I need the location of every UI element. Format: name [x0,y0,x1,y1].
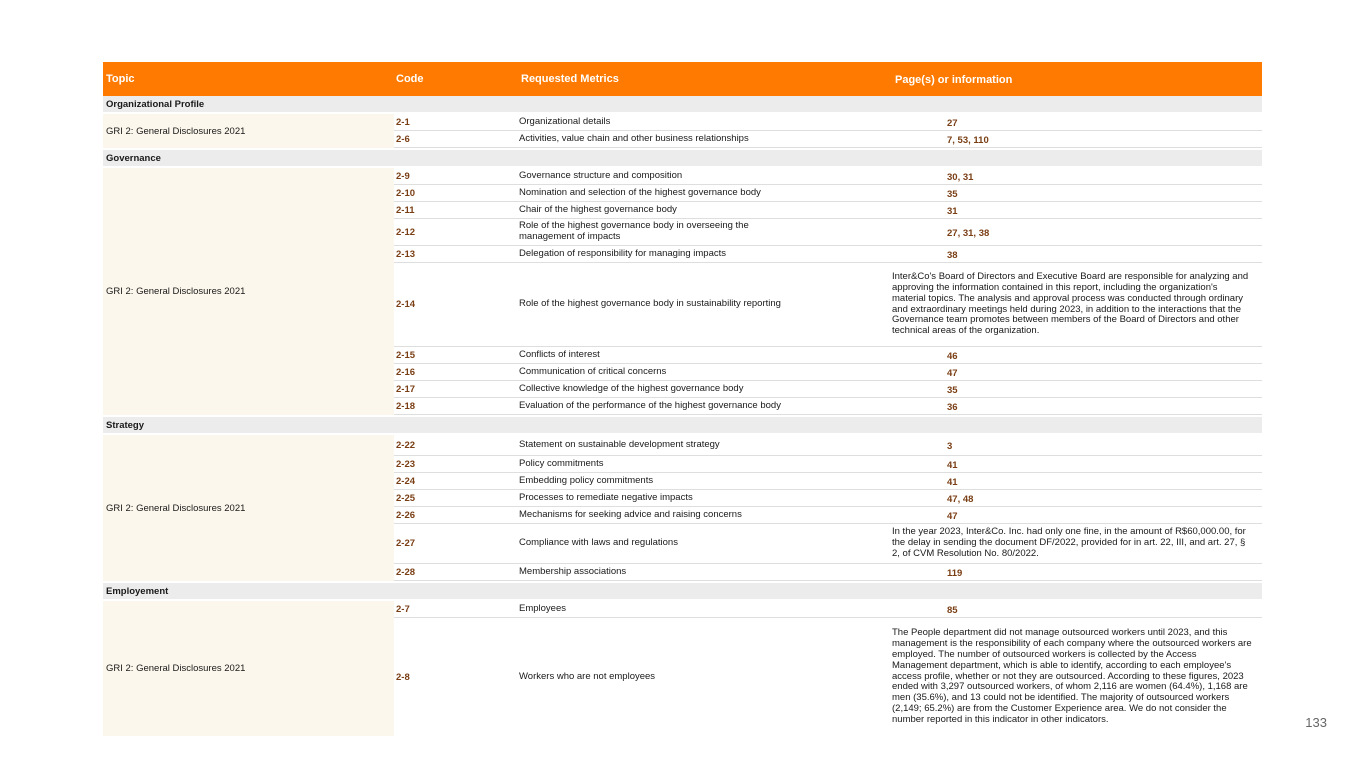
metric-cell: Employees [519,602,566,614]
table-row [394,347,1262,364]
info-cell: 47 [947,368,958,380]
info-cell: 41 [947,477,958,489]
header-topic: Topic [106,73,135,85]
info-cell: 30, 31 [947,172,974,184]
section-strategy: Strategy [103,417,1262,433]
metric-cell: Policy commitments [519,457,604,469]
table-row [394,202,1262,219]
code-cell: 2-15 [396,349,416,361]
code-cell: 2-17 [396,383,416,395]
metric-cell: Conflicts of interest [519,348,600,360]
topic-label: GRI 2: General Disclosures 2021 [106,663,246,674]
code-cell: 2-26 [396,509,416,521]
info-cell: 3 [947,441,953,453]
group-topic [103,168,394,415]
table-row [394,490,1262,507]
header-requested-metrics: Requested Metrics [521,73,619,85]
table-header [103,62,1262,96]
group-strategy [103,435,1262,581]
table-row [394,507,1262,524]
topic-label: GRI 2: General Disclosures 2021 [106,286,246,297]
code-cell: 2-23 [396,458,416,470]
code-cell: 2-28 [396,566,416,578]
info-cell: Inter&Co's Board of Directors and Executive Board are responsible for analyzing and approving the information contained in this report, including the organization's material topics. The analysis and approval process was conducted through ordinary and extraordinary meetings held during 2023, in addition to the interactions that the Governance team promotes between members of the Board of Directors and other technical areas of the organization. [892,270,1249,337]
code-cell: 2-25 [396,492,416,504]
page-number: 133 [1305,715,1327,730]
info-cell: 35 [947,385,958,397]
metric-cell: Membership associations [519,565,627,577]
info-cell: 31 [947,206,958,218]
code-cell: 2-18 [396,400,416,412]
info-cell: The People department did not manage outsourced workers until 2023, and this management is the responsibility of each company where the outsourced workers are employed. The number of outsourced workers is collected by the Access Management department, which is able to identify, according to each employee's access profile, whether or not they are outsourced. According to these figures, 2023 ended with 3,297 outsourced workers, of whom 2,116 are women (64.4%), 1,168 are men (35.6%), and 13 could not be identified. The majority of outsourced workers (2,149; 65.2%) are from the Customer Experience area. We do not consider the number reported in this indicator in other indicators. [892,626,1252,726]
info-cell: 35 [947,189,958,201]
metric-cell: Nomination and selection of the highest governance body [519,186,761,198]
code-cell: 2-27 [396,538,416,549]
group-topic [103,114,394,148]
info-cell: 85 [947,605,958,617]
code-cell: 2-13 [396,248,416,260]
code-cell: 2-14 [396,299,416,310]
header-code: Code [396,73,424,85]
table-row [394,564,1262,581]
metric-cell: Collective knowledge of the highest governance body [519,382,744,394]
table-row [394,185,1262,202]
group-organizational-profile [103,114,1262,148]
info-cell: 47 [947,511,958,523]
group-governance [103,168,1262,415]
info-cell: 46 [947,351,958,363]
code-cell: 2-24 [396,475,416,487]
code-cell: 2-10 [396,187,416,199]
metric-cell: Mechanisms for seeking advice and raising concerns [519,508,742,520]
table-row [394,219,1262,246]
metric-cell: Workers who are not employees [519,670,656,682]
metric-cell: Evaluation of the performance of the highest governance body [519,399,781,411]
table-row [394,381,1262,398]
metric-cell: Delegation of responsibility for managing impacts [519,247,726,259]
topic-label: GRI 2: General Disclosures 2021 [106,502,246,514]
code-cell: 2-6 [396,133,410,145]
code-cell: 2-22 [396,439,416,451]
table-row [394,456,1262,473]
info-cell: 36 [947,402,958,414]
table-row [394,114,1262,131]
table-row [394,524,1262,564]
group-employement [103,601,1262,736]
table-row [394,168,1262,185]
code-cell: 2-12 [396,226,416,238]
table-row [394,435,1262,456]
group-topic [103,435,394,581]
header-pages-info: Page(s) or information [895,74,1013,86]
info-cell: 27 [947,118,958,130]
table-row [394,131,1262,148]
info-cell: 119 [947,568,963,580]
metric-cell: Organizational details [519,115,611,127]
code-cell: 2-11 [396,204,415,216]
metric-cell: Communication of critical concerns [519,365,667,377]
info-cell: In the year 2023, Inter&Co. Inc. had only one fine, in the amount of R$60,000.00, for the delay in sending the document DF/2022, provided for in art. 22, III, and art. 27, § 2, of CVM Resolution No. 80/2022. [892,526,1246,559]
info-cell: 38 [947,250,958,262]
code-cell: 2-9 [396,170,410,182]
metric-cell: Activities, value chain and other business relationships [519,132,749,144]
table-row [394,473,1262,490]
table-row [394,398,1262,415]
metric-cell: Processes to remediate negative impacts [519,491,693,503]
code-cell: 2-16 [396,366,416,378]
table-row [394,246,1262,263]
section-employement: Employement [103,583,1262,599]
section-organizational-profile: Organizational Profile [103,96,1262,112]
metric-cell: Role of the highest governance body in sustainability reporting [519,298,781,310]
table-row [394,364,1262,381]
topic-label: GRI 2: General Disclosures 2021 [106,125,246,137]
info-cell: 27, 31, 38 [947,228,990,240]
table-row [394,601,1262,618]
code-cell: 2-8 [396,671,410,683]
info-cell: 47, 48 [947,494,974,506]
metric-cell: Role of the highest governance body in overseeing the management of impacts [519,220,749,242]
metric-cell: Chair of the highest governance body [519,203,677,215]
metric-cell: Embedding policy commitments [519,474,654,486]
section-governance: Governance [103,150,1262,166]
info-cell: 7, 53, 110 [947,135,989,147]
table-row [394,263,1262,347]
metric-cell: Compliance with laws and regulations [519,537,678,549]
metric-cell: Statement on sustainable development strategy [519,438,720,450]
code-cell: 2-7 [396,603,410,615]
gri-content-table [103,62,1262,738]
group-topic [103,601,394,736]
metric-cell: Governance structure and composition [519,169,683,181]
table-row [394,618,1262,736]
code-cell: 2-1 [396,116,410,128]
info-cell: 41 [947,460,958,472]
